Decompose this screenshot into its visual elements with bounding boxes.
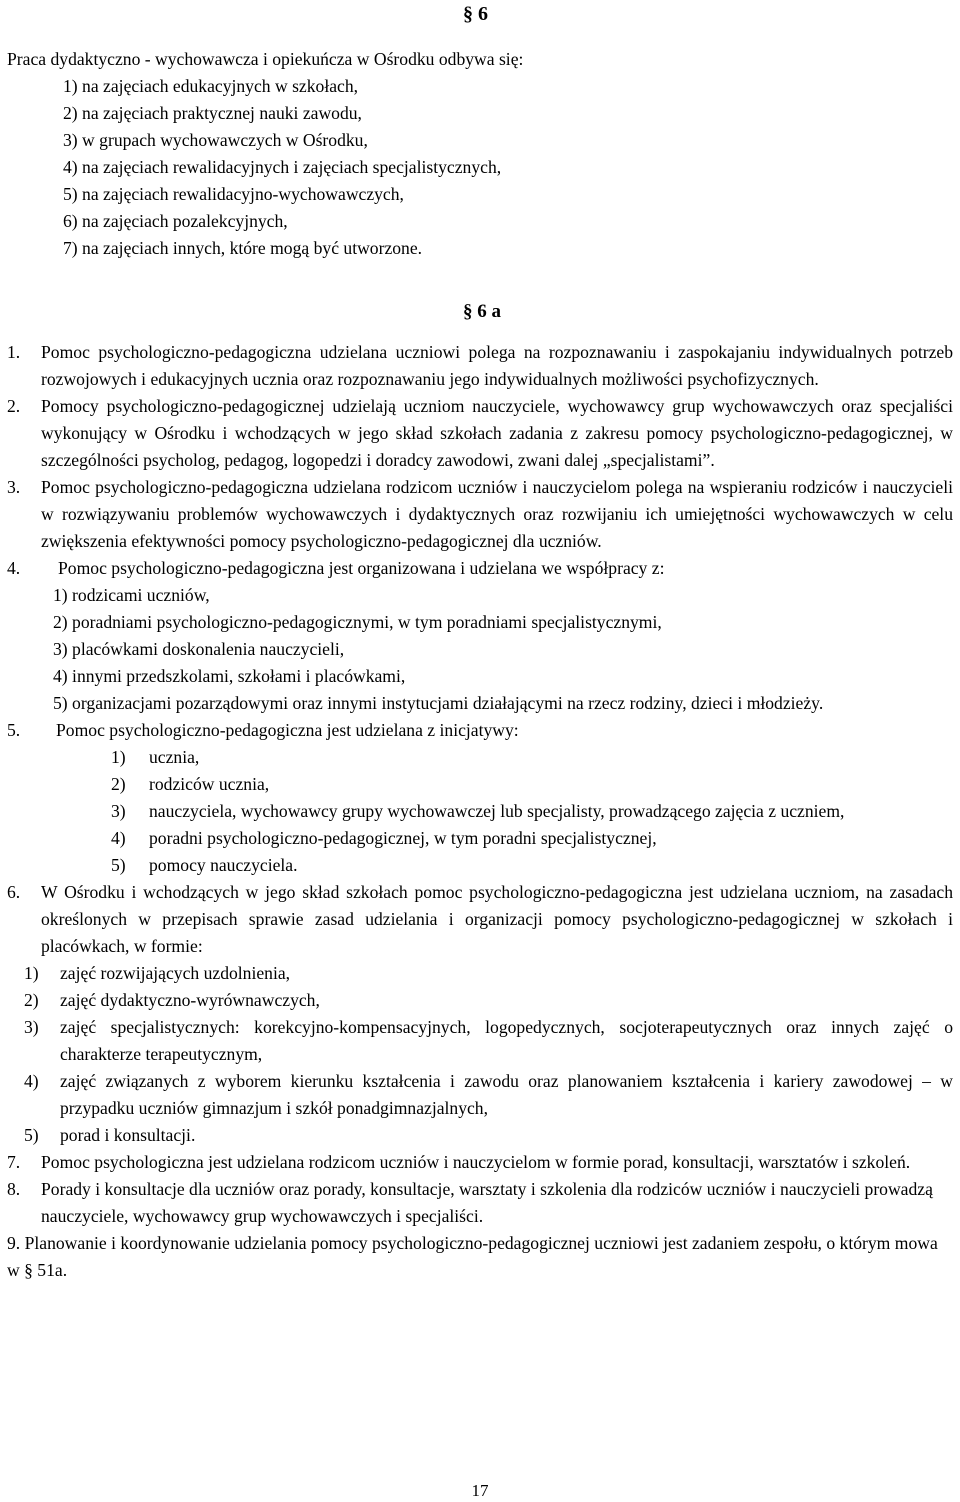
list-item: 5) porad i konsultacji. — [24, 1125, 196, 1145]
paragraph-5-list — [41, 744, 953, 879]
paragraph-4-list — [41, 582, 953, 717]
paragraph-8 — [7, 1176, 953, 1230]
list-item: 7) na zajęciach innych, które mogą być utworzone. — [63, 238, 423, 258]
section-6-intro: Praca dydaktyczno - wychowawcza i opiekuńcza w Ośrodku odbywa się: — [7, 49, 524, 69]
list-item: 3) nauczyciela, wychowawcy grupy wychowawczej lub specjalisty, prowadzącego zajęcia z uczniem, — [111, 801, 845, 821]
section-6-body — [7, 46, 953, 262]
paragraph-2 — [7, 393, 953, 474]
list-item: 6) na zajęciach pozalekcyjnych, — [63, 211, 288, 231]
list-item: 2) na zajęciach praktycznej nauki zawodu, — [63, 103, 362, 123]
paragraph-number: 2. — [7, 396, 21, 416]
page-number: 17 — [471, 1481, 489, 1500]
paragraph-number: 6. — [7, 882, 21, 902]
paragraph-text: Pomoc psychologiczno-pedagogiczna udzielana rodzicom uczniów i nauczycielom polega na wspieraniu rodziców i nauczycieli w rozwiązywaniu problemów wychowawczych i dydaktycznych oraz rozwijaniu ich umiejętności wychowawczych w celu zwiększenia efektywności pomocy psychologiczno-pedagogicznej dla uczniów. — [41, 477, 953, 551]
list-item: 4) na zajęciach rewalidacyjnych i zajęciach specjalistycznych, — [63, 157, 502, 177]
list-item: 1) na zajęciach edukacyjnych w szkołach, — [63, 76, 359, 96]
section-6a-heading: § 6 a — [463, 301, 501, 322]
list-item: 2) poradniami psychologiczno-pedagogicznymi, w tym poradniami specjalistycznymi, — [53, 612, 662, 632]
list-item: 5) pomocy nauczyciela. — [111, 855, 298, 875]
section-6-heading: § 6 — [463, 3, 488, 25]
paragraph-text: Pomocy psychologiczno-pedagogicznej udzielają uczniom nauczyciele, wychowawcy grup wychowawczych oraz specjaliści wykonujący w Ośrodku i wchodzących w jego skład szkołach zadania z zakresu pomocy psychologiczno-pedagogicznej, w szczególności psycholog, pedagog, logopedzi i doradcy zawodowi, zwani dalej „specjalistami”. — [41, 396, 953, 470]
paragraph-6 — [7, 879, 953, 1149]
list-item: 4) innymi przedszkolami, szkołami i placówkami, — [53, 666, 406, 686]
list-item: 2) rodziców ucznia, — [111, 774, 270, 794]
paragraph-number: 4. — [7, 558, 21, 578]
section-6a-body — [7, 339, 953, 1284]
paragraph-number: 9. — [7, 1233, 21, 1253]
paragraph-7 — [7, 1149, 953, 1176]
list-item: 4) poradni psychologiczno-pedagogicznej, w tym poradni specjalistycznej, — [111, 828, 657, 848]
paragraph-text: Pomoc psychologiczno-pedagogiczna jest organizowana i udzielana we współpracy z: — [58, 558, 665, 578]
paragraph-text: W Ośrodku i wchodzących w jego skład szkołach pomoc psychologiczno-pedagogiczna jest udzielana uczniom, na zasadach określonych w przepisach sprawie zasad udzielania i organizacji pomocy psychologiczno-pedagogicznej w szkołach i placówkach, w formie: — [41, 882, 953, 956]
list-item: 3) w grupach wychowawczych w Ośrodku, — [63, 130, 368, 150]
list-item: 2) zajęć dydaktyczno-wyrównawczych, — [24, 990, 320, 1010]
list-item: 1) zajęć rozwijających uzdolnienia, — [24, 963, 291, 983]
list-item: 3) placówkami doskonalenia nauczycieli, — [53, 639, 345, 659]
paragraph-text: Porady i konsultacje dla uczniów oraz porady, konsultacje, warsztaty i szkolenia dla rodziców uczniów i nauczycieli prowadzą nauczyciele, wychowawcy grup wychowawczych i specjaliści. — [41, 1179, 933, 1226]
list-item: 5) organizacjami pozarządowymi oraz innymi instytucjami działającymi na rzecz rodziny, dzieci i młodzieży. — [53, 693, 824, 713]
paragraph-1 — [7, 339, 953, 393]
paragraph-4 — [7, 555, 953, 717]
paragraph-text: Pomoc psychologiczna jest udzielana rodzicom uczniów i nauczycielom w formie porad, konsultacji, warsztatów i szkoleń. — [41, 1152, 911, 1172]
paragraph-3 — [7, 474, 953, 555]
list-item: 5) na zajęciach rewalidacyjno-wychowawczych, — [63, 184, 404, 204]
paragraph-number: 7. — [7, 1152, 21, 1172]
paragraph-9 — [7, 1230, 953, 1284]
paragraph-number: 8. — [7, 1179, 21, 1199]
paragraph-text: Pomoc psychologiczno-pedagogiczna udzielana uczniowi polega na rozpoznawaniu i zaspokajaniu indywidualnych potrzeb rozwojowych i edukacyjnych ucznia oraz rozpoznawaniu jego indywidualnych możliwości psychofizycznych. — [41, 342, 953, 389]
paragraph-number: 3. — [7, 477, 21, 497]
list-item: 1) rodzicami uczniów, — [53, 585, 210, 605]
paragraph-text: Pomoc psychologiczno-pedagogiczna jest udzielana z inicjatywy: — [56, 720, 519, 740]
list-item: 1) ucznia, — [111, 747, 200, 767]
paragraph-number: 1. — [7, 342, 21, 362]
paragraph-6-list — [24, 960, 953, 1149]
list-item: 4) zajęć związanych z wyborem kierunku kształcenia i zawodu oraz planowaniem kształcenia i kariery zawodowej – w przypadku uczniów gimnazjum i szkół ponadgimnazjalnych, — [24, 1071, 953, 1118]
paragraph-5 — [7, 717, 953, 879]
list-item: 3) zajęć specjalistycznych: korekcyjno-kompensacyjnych, logopedycznych, socjoterapeutycznych oraz innych zajęć o charakterze terapeutycznym, — [24, 1017, 953, 1064]
paragraph-number: 5. — [7, 720, 21, 740]
section-6-list — [7, 73, 953, 262]
paragraph-text: Planowanie i koordynowanie udzielania pomocy psychologiczno-pedagogicznej uczniowi jest zadaniem zespołu, o którym mowa w § 51a. — [7, 1233, 938, 1280]
